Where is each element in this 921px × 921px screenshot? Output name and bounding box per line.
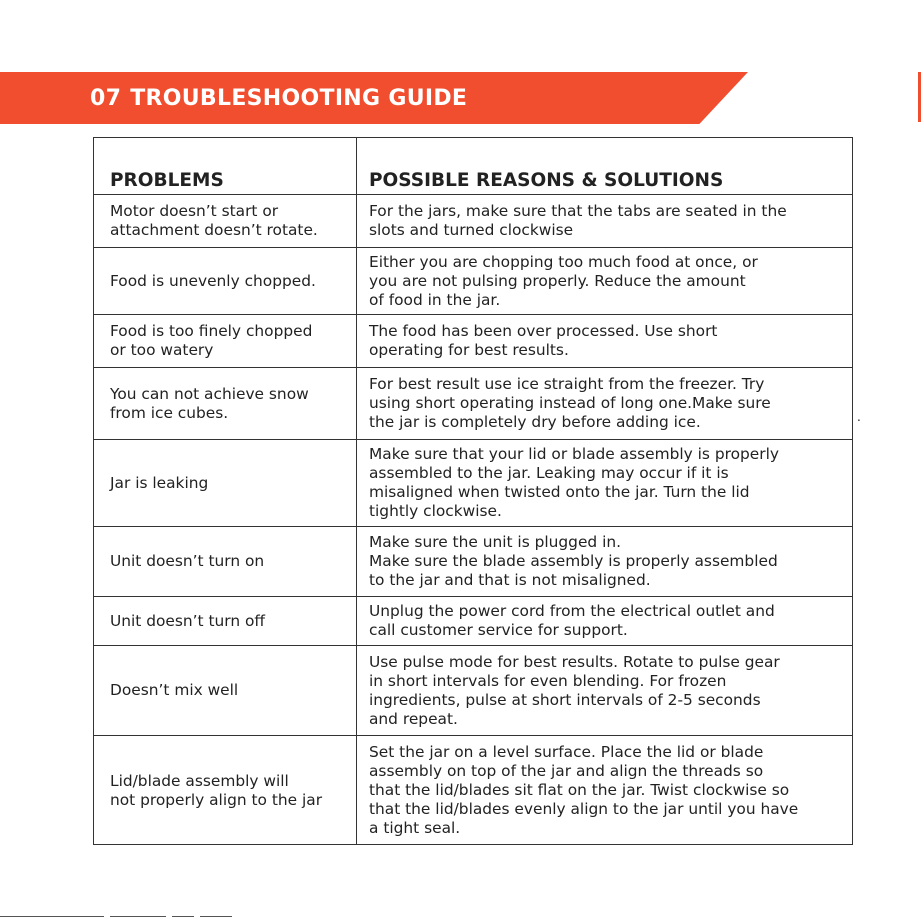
solution-line: call customer service for support. (369, 621, 628, 639)
table-row (94, 195, 852, 248)
problem-line: from ice cubes. (110, 403, 229, 422)
solution-line: For the jars, make sure that the tabs are seated in the (369, 202, 787, 220)
problem-line: Motor doesn’t start or (110, 202, 279, 220)
solution-line: the jar is completely dry before adding ice. (369, 413, 701, 431)
troubleshooting-table (93, 137, 853, 845)
solution-cell (369, 195, 851, 247)
problem-line: Unit doesn’t turn on (110, 552, 265, 570)
solution-line: using short operating instead of long one.Make sure (369, 394, 771, 412)
solution-line: Set the jar on a level surface. Place the lid or blade (369, 743, 764, 761)
solution-cell (369, 440, 851, 526)
solution-line: in short intervals for even blending. For frozen (369, 671, 727, 690)
table-row (94, 646, 852, 736)
table-row (94, 597, 852, 646)
solution-line: a tight seal. (369, 819, 461, 837)
problem-cell (110, 597, 354, 645)
solution-line: misaligned when twisted onto the jar. Turn the lid (369, 483, 750, 501)
solution-line: operating for best results. (369, 341, 569, 359)
problem-cell (110, 368, 354, 439)
problem-line: not properly align to the jar (110, 790, 323, 809)
solution-line: you are not pulsing properly. Reduce the amount (369, 271, 746, 290)
solution-line: Either you are chopping too much food at once, or (369, 252, 758, 271)
solution-line: to the jar and that is not misaligned. (369, 571, 651, 589)
solution-line: tightly clockwise. (369, 502, 502, 520)
table-row (94, 440, 852, 527)
solution-cell (369, 248, 851, 314)
solution-line: ingredients, pulse at short intervals of 2-5 seconds (369, 690, 761, 709)
section-number: 07 (90, 86, 122, 111)
solution-line: of food in the jar. (369, 290, 501, 309)
solution-line: Make sure the unit is plugged in. (369, 533, 621, 551)
table-row (94, 368, 852, 440)
problem-line: You can not achieve snow (110, 384, 309, 403)
problem-line: Jar is leaking (110, 473, 209, 492)
solution-line: and repeat. (369, 709, 458, 728)
solution-cell (369, 315, 851, 367)
table-row (94, 248, 852, 315)
section-title (90, 86, 467, 111)
problem-line: Food is too finely chopped (110, 322, 313, 340)
problem-cell (110, 195, 354, 247)
solutions-header: POSSIBLE REASONS & SOLUTIONS (369, 170, 724, 191)
problem-line: Unit doesn’t turn off (110, 611, 265, 630)
problem-cell (110, 440, 354, 526)
problem-line: Lid/blade assembly will (110, 771, 289, 790)
solution-line: that the lid/blades evenly align to the jar until you have (369, 800, 799, 818)
problem-line: Doesn’t mix well (110, 681, 239, 699)
problem-cell (110, 736, 354, 845)
bottom-footer-marks (0, 916, 232, 918)
solution-line: The food has been over processed. Use short (369, 322, 718, 340)
solution-line: assembled to the jar. Leaking may occur if it is (369, 464, 729, 482)
table-row (94, 527, 852, 597)
problem-line: or too watery (110, 341, 214, 359)
problems-header: PROBLEMS (110, 170, 224, 191)
solution-line: assembly on top of the jar and align the threads so (369, 762, 764, 780)
table-row (94, 736, 852, 845)
solution-line: For best result use ice straight from the freezer. Try (369, 375, 765, 393)
solution-line: Use pulse mode for best results. Rotate to pulse gear (369, 652, 780, 671)
problem-cell (110, 646, 354, 735)
solution-line: Make sure that your lid or blade assembly is properly (369, 445, 779, 463)
problem-line: Food is unevenly chopped. (110, 271, 316, 290)
table-header-row (94, 138, 852, 195)
problem-cell (110, 315, 354, 367)
solution-line: Unplug the power cord from the electrical outlet and (369, 602, 775, 620)
solution-cell (369, 527, 851, 596)
solution-cell (369, 597, 851, 645)
problem-cell (110, 248, 354, 314)
solution-cell (369, 736, 851, 845)
solution-cell (369, 646, 851, 735)
problem-cell (110, 527, 354, 596)
section-title-text: TROUBLESHOOTING GUIDE (130, 86, 468, 111)
solution-line: that the lid/blades sit flat on the jar. Twist clockwise so (369, 781, 790, 799)
solution-cell (369, 368, 851, 439)
problem-line: attachment doesn’t rotate. (110, 221, 318, 239)
stray-mark: . (857, 410, 861, 424)
solution-line: slots and turned clockwise (369, 221, 574, 239)
solution-line: Make sure the blade assembly is properly assembled (369, 552, 778, 570)
table-row (94, 315, 852, 368)
